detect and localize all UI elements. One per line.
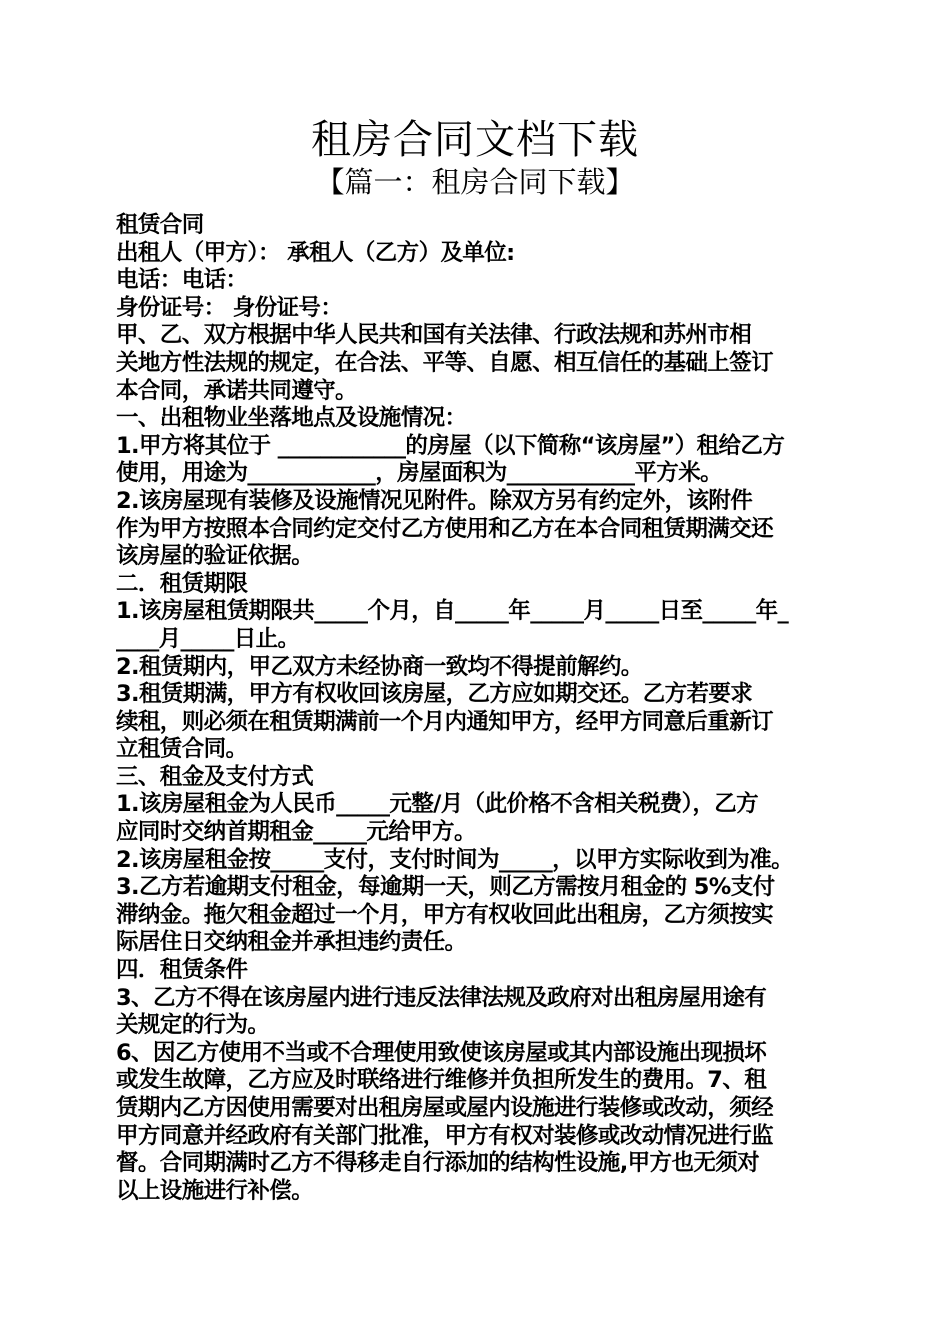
paragraph-line: 1.该房屋租赁期限共_____个月，自_____年_____月_____日至_____年_ (116, 598, 789, 625)
paragraph-line: 1.该房屋租金为人民币_____元整/月（此价格不含相关税费），乙方 (116, 791, 759, 818)
id-number-line: 身份证号： 身份证号： (116, 294, 343, 321)
paragraph-line: 关规定的行为。 (116, 1012, 270, 1039)
paragraph-line: 3.乙方若逾期支付租金，每逾期一天，则乙方需按月租金的 5%支付 (116, 874, 775, 901)
paragraph-line: 作为甲方按照本合同约定交付乙方使用和乙方在本合同租赁期满交还 (116, 515, 774, 542)
paragraph-line: 2.该房屋租金按_____支付，支付时间为_____，以甲方实际收到为准。 (116, 846, 794, 873)
paragraph-line: 2.租赁期内，甲乙双方未经协商一致均不得提前解约。 (116, 653, 643, 680)
parties-line: 出租人（甲方）： 承租人（乙方）及单位: (116, 239, 515, 266)
document-subtitle: 【篇一：租房合同下载】 (315, 165, 635, 199)
paragraph-line: 或发生故障，乙方应及时联络进行维修并负担所发生的费用。7、租 (116, 1067, 767, 1094)
paragraph-line: 以上设施进行补偿。 (116, 1177, 314, 1204)
paragraph-line: 应同时交纳首期租金_____元给甲方。 (116, 819, 476, 846)
paragraph-line: 6、因乙方使用不当或不合理使用致使该房屋或其内部设施出现损坏 (116, 1039, 767, 1066)
paragraph-line: 2.该房屋现有装修及设施情况见附件。除双方另有约定外，该附件 (116, 487, 753, 514)
document-body (116, 212, 841, 1205)
section-heading: 四．租赁条件 (116, 957, 248, 984)
paragraph-line: 督。合同期满时乙方不得移走自行添加的结构性设施,甲方也无须对 (116, 1150, 760, 1177)
section-heading: 三、租金及支付方式 (116, 763, 314, 790)
paragraph-line: 本合同，承诺共同遵守。 (116, 377, 357, 404)
paragraph-line: 立租赁合同。 (116, 736, 248, 763)
paragraph-line: 赁期内乙方因使用需要对出租房屋或屋内设施进行装修或改动，须经 (116, 1095, 774, 1121)
paragraph-line: 关地方性法规的规定，在合法、平等、自愿、相互信任的基础上签订 (116, 349, 774, 376)
paragraph-line: 3.租赁期满，甲方有权收回该房屋，乙方应如期交还。乙方若要求 (116, 681, 753, 708)
section-heading: 租赁合同 (116, 212, 204, 238)
paragraph-line: 该房屋的验证依据。 (116, 543, 314, 570)
phone-line: 电话：电话： (116, 267, 248, 294)
paragraph-line: 甲方同意并经政府有关部门批准，甲方有权对装修或改动情况进行监 (116, 1122, 774, 1149)
paragraph-line: 际居住日交纳租金并承担违约责任。 (116, 929, 467, 956)
section-heading: 二．租赁期限 (116, 570, 248, 597)
paragraph-line: 使用，用途为____________，房屋面积为____________平方米。 (116, 460, 723, 487)
paragraph-line: 甲、乙、双方根据中华人民共和国有关法律、行政法规和苏州市相 (116, 322, 752, 349)
document-title: 租房合同文档下载 (311, 117, 639, 163)
paragraph-line: 滞纳金。拖欠租金超过一个月，甲方有权收回此出租房，乙方须按实 (116, 901, 774, 928)
paragraph-line: 续租，则必须在租赁期满前一个月内通知甲方，经甲方同意后重新订 (116, 708, 774, 735)
paragraph-line: 3、乙方不得在该房屋内进行违反法律法规及政府对出租房屋用途有 (116, 984, 767, 1011)
paragraph-line: ____月_____日止。 (116, 625, 300, 652)
paragraph-line: 1.甲方将其位于 ____________的房屋（以下简称“该房屋”）租给乙方 (116, 432, 785, 459)
section-heading: 一、出租物业坐落地点及设施情况： (116, 405, 467, 432)
